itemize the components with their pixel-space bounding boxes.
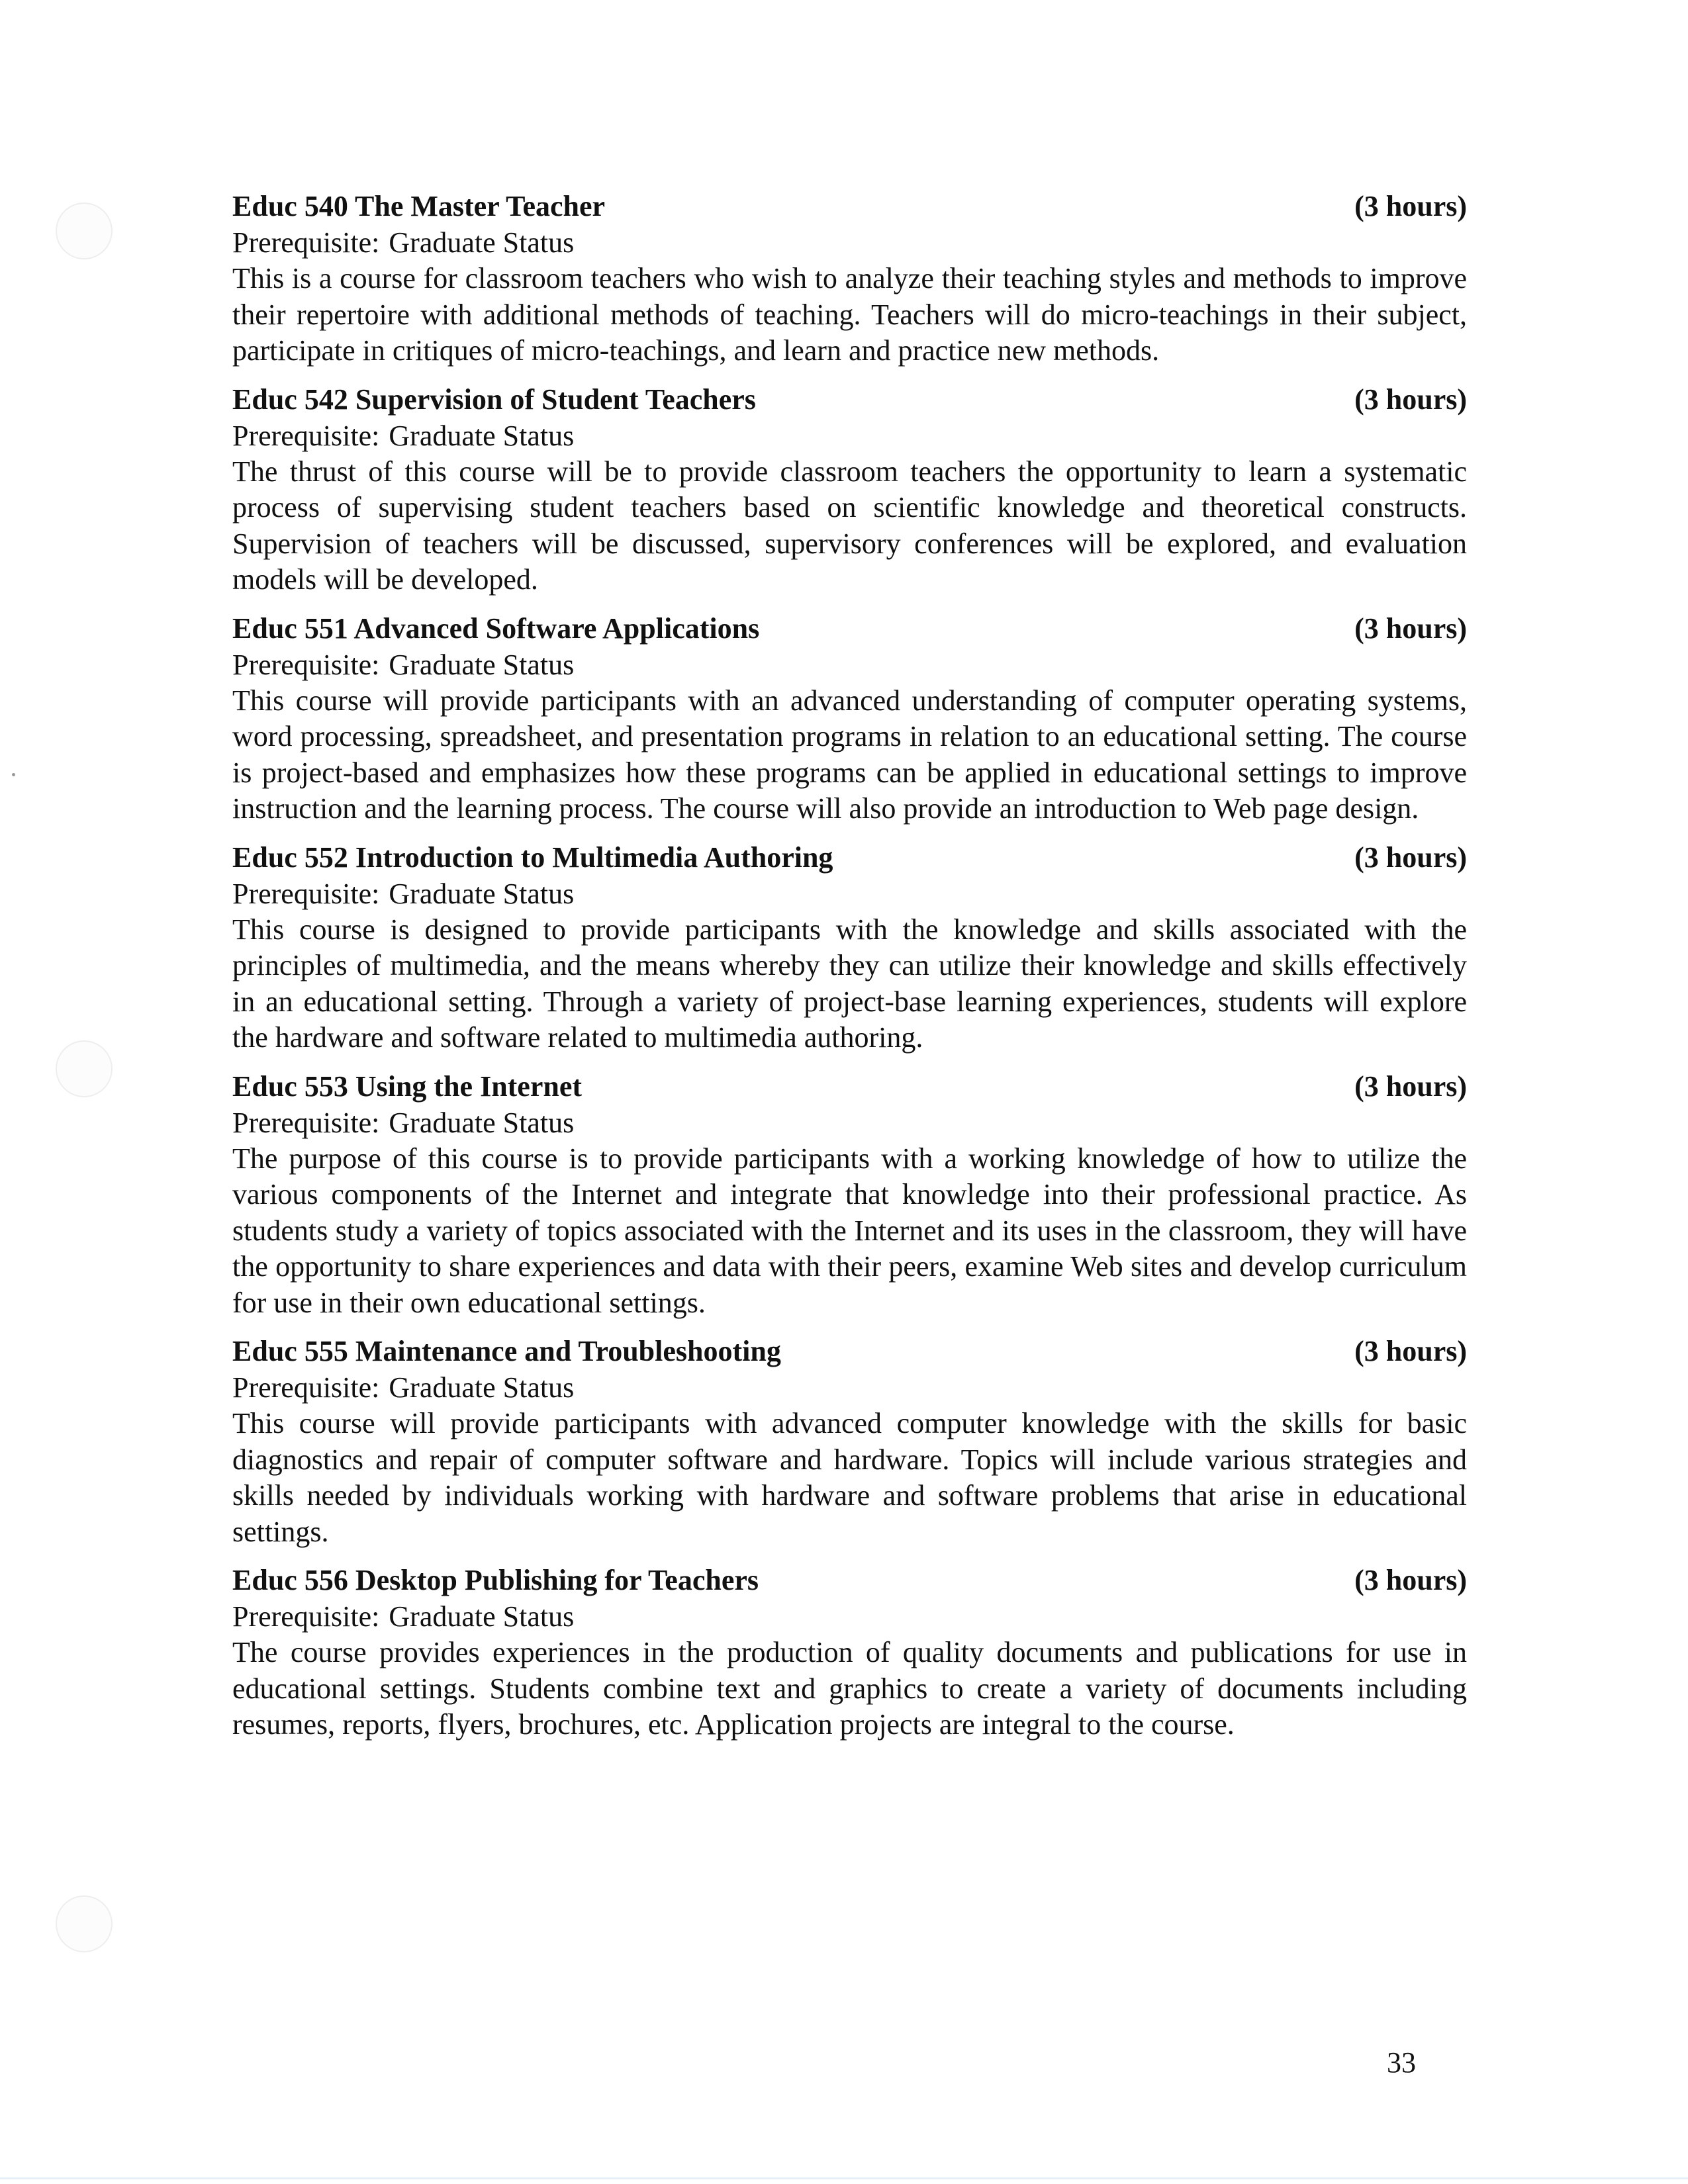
- page-number: 33: [1387, 2046, 1416, 2079]
- course-prerequisite: [232, 225, 1467, 261]
- course-description: The purpose of this course is to provide participants with a working knowledge of how to utilize the various components of the Internet and integrate that knowledge into their professional practice. As students study a variety of topics associated with the Internet and its uses in the classroom, they will have the opportunity to share experiences and data with their peers, examine Web sites and develop curriculum for use in their own educational settings.: [232, 1142, 1467, 1319]
- course-prerequisite: [232, 1105, 1467, 1141]
- course-description: This course will provide participants with advanced computer knowledge with the skills for basic diagnostics and repair of computer software and hardware. Topics will include various strategies and skills needed by individuals working with hardware and software problems that arise in educational settings.: [232, 1407, 1467, 1548]
- course-entry: [232, 381, 1467, 598]
- punch-hole-top: [56, 203, 113, 259]
- course-header: [232, 188, 1467, 225]
- prerequisite-value: Graduate Status: [389, 877, 575, 910]
- course-header: [232, 839, 1467, 876]
- scan-edge-line: [0, 2177, 1688, 2179]
- punch-hole-bottom: [56, 1895, 113, 1952]
- course-entry: [232, 188, 1467, 369]
- course-list: [232, 188, 1467, 1755]
- prerequisite-label: Prerequisite:: [232, 1600, 380, 1633]
- prerequisite-label: Prerequisite:: [232, 226, 380, 259]
- course-title: Educ 556 Desktop Publishing for Teachers: [232, 1564, 759, 1596]
- prerequisite-label: Prerequisite:: [232, 1106, 380, 1139]
- course-title: Educ 551 Advanced Software Applications: [232, 612, 760, 645]
- course-entry: [232, 1068, 1467, 1322]
- course-hours: (3 hours): [1354, 612, 1467, 645]
- course-header: [232, 610, 1467, 647]
- course-description: This is a course for classroom teachers who wish to analyze their teaching styles and methods to improve their repertoire with additional methods of teaching. Teachers will do micro-teachings in their subject, participate in critiques of micro-teachings, and learn and practice new methods.: [232, 262, 1467, 367]
- course-prerequisite: [232, 1370, 1467, 1406]
- prerequisite-label: Prerequisite:: [232, 877, 380, 910]
- course-prerequisite: [232, 876, 1467, 912]
- course-title: Educ 555 Maintenance and Troubleshooting: [232, 1335, 781, 1367]
- course-description: The thrust of this course will be to provide classroom teachers the opportunity to learn a systematic process of supervising student teachers based on scientific knowledge and theoretical constructs. Supervision of teachers will be discussed, supervisory conferences will be explored, and evaluation models will be developed.: [232, 455, 1467, 596]
- prerequisite-value: Graduate Status: [389, 1371, 575, 1404]
- course-description: This course is designed to provide participants with the knowledge and skills associated with the principles of multimedia, and the means whereby they can utilize their knowledge and skills effectively in an educational setting. Through a variety of project-base learning experiences, students will explore the hardware and software related to multimedia authoring.: [232, 913, 1467, 1054]
- course-title: Educ 553 Using the Internet: [232, 1069, 583, 1103]
- course-description: This course will provide participants with an advanced understanding of computer operating systems, word processing, spreadsheet, and presentation programs in relation to an educational setting. The course is project-based and emphasizes how these programs can be applied in educational settings to improve instruction and the learning process. The course will also provide an introduction to Web page design.: [232, 684, 1467, 825]
- course-header: [232, 1068, 1467, 1105]
- course-prerequisite: [232, 418, 1467, 454]
- course-header: [232, 381, 1467, 418]
- prerequisite-value: Graduate Status: [389, 419, 575, 452]
- course-entry: [232, 1562, 1467, 1743]
- prerequisite-label: Prerequisite:: [232, 648, 380, 681]
- scan-speck: [12, 773, 15, 776]
- course-header: [232, 1333, 1467, 1370]
- course-hours: (3 hours): [1354, 841, 1467, 874]
- prerequisite-label: Prerequisite:: [232, 1371, 380, 1404]
- course-hours: (3 hours): [1354, 1564, 1467, 1596]
- course-header: [232, 1562, 1467, 1599]
- prerequisite-label: Prerequisite:: [232, 419, 380, 452]
- prerequisite-value: Graduate Status: [389, 648, 575, 681]
- course-title: Educ 542 Supervision of Student Teachers: [232, 383, 756, 416]
- punch-hole-middle: [56, 1040, 113, 1097]
- course-title: Educ 552 Introduction to Multimedia Authoring: [232, 841, 833, 874]
- course-hours: (3 hours): [1354, 1069, 1467, 1103]
- course-entry: [232, 1333, 1467, 1550]
- course-entry: [232, 839, 1467, 1056]
- prerequisite-value: Graduate Status: [389, 1106, 575, 1139]
- course-hours: (3 hours): [1354, 1335, 1467, 1367]
- course-hours: (3 hours): [1354, 383, 1467, 416]
- prerequisite-value: Graduate Status: [389, 226, 575, 259]
- course-hours: (3 hours): [1354, 190, 1467, 222]
- course-prerequisite: [232, 647, 1467, 683]
- course-title: Educ 540 The Master Teacher: [232, 190, 606, 222]
- prerequisite-value: Graduate Status: [389, 1600, 575, 1633]
- course-prerequisite: [232, 1599, 1467, 1635]
- course-description: The course provides experiences in the production of quality documents and publications for use in educational settings. Students combine text and graphics to create a variety of documents including resumes, reports, flyers, brochures, etc. Application projects are integral to the course.: [232, 1636, 1467, 1741]
- course-entry: [232, 610, 1467, 827]
